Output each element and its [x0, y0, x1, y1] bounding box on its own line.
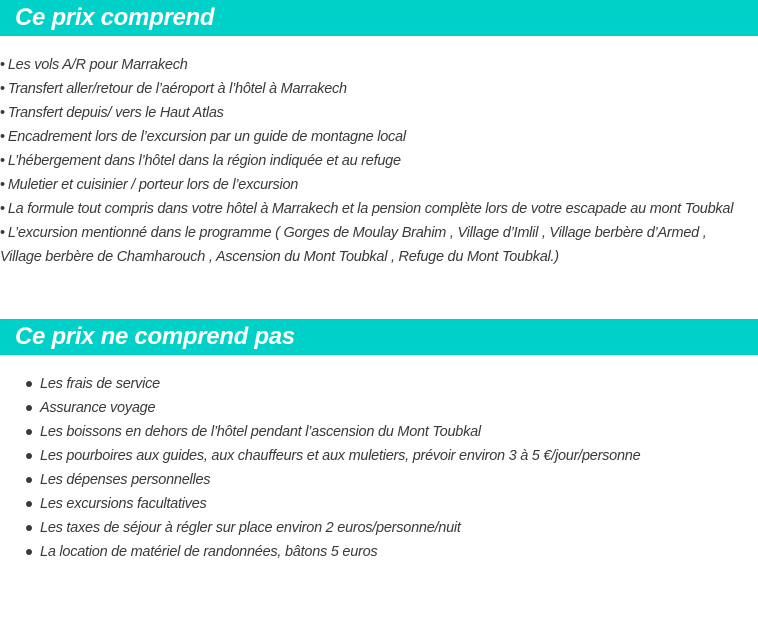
- bullet-icon: [26, 453, 32, 459]
- bullet-icon: •: [0, 129, 5, 145]
- bullet-icon: •: [0, 81, 5, 97]
- list-item-text: Les vols A/R pour Marrakech: [7, 57, 188, 73]
- bullet-icon: [26, 501, 32, 507]
- list-item: [0, 444, 758, 468]
- list-item: [0, 53, 758, 77]
- list-item-text: Assurance voyage: [40, 400, 156, 416]
- list-item-text: Encadrement lors de l’excursion par un guide de montagne local: [7, 129, 406, 145]
- bullet-icon: •: [0, 57, 5, 73]
- bullet-icon: •: [0, 153, 5, 169]
- bullet-icon: [26, 525, 32, 531]
- list-item: [0, 101, 758, 125]
- list-item-text: L’excursion mentionné dans le programme ( Gorges de Moulay Brahim , Village d’Imlil , Village berbère d’Armed , Village berbère de Chamharouch , Ascension du Mont Toubkal , Refuge du Mont Toubkal.): [0, 225, 707, 265]
- list-item-text: Les boissons en dehors de l’hôtel pendant l’ascension du Mont Toubkal: [40, 424, 481, 440]
- list-item-text: La location de matériel de randonnées, bâtons 5 euros: [40, 544, 378, 560]
- list-item: [0, 125, 758, 149]
- excluded-section-title: Ce prix ne comprend pas: [15, 323, 295, 350]
- list-item: [0, 149, 758, 173]
- included-section-header: [0, 0, 758, 36]
- list-item-text: Les pourboires aux guides, aux chauffeurs et aux muletiers, prévoir environ 3 à 5 €/jour/personne: [40, 448, 641, 464]
- list-item-text: Transfert depuis/ vers le Haut Atlas: [7, 105, 224, 121]
- included-section-title: Ce prix comprend: [15, 4, 215, 31]
- list-item: [0, 221, 740, 269]
- excluded-section-header: [0, 319, 758, 355]
- list-item-text: Les taxes de séjour à régler sur place environ 2 euros/personne/nuit: [40, 520, 461, 536]
- list-item-text: Transfert aller/retour de l’aéroport à l’hôtel à Marrakech: [7, 81, 347, 97]
- list-item: [0, 396, 758, 420]
- bullet-icon: •: [0, 201, 5, 217]
- bullet-icon: •: [0, 177, 5, 193]
- bullet-icon: [26, 477, 32, 483]
- bullet-icon: [26, 405, 32, 411]
- bullet-icon: [26, 549, 32, 555]
- list-item-text: La formule tout compris dans votre hôtel à Marrakech et la pension complète lors de votre escapade au mont Toubkal: [7, 201, 734, 217]
- list-item-text: Les frais de service: [40, 376, 160, 392]
- bullet-icon: [26, 381, 32, 387]
- list-item: [0, 372, 758, 396]
- list-item: [0, 516, 758, 540]
- list-item: [0, 492, 758, 516]
- list-item-text: Les dépenses personnelles: [40, 472, 211, 488]
- included-list: [0, 53, 758, 269]
- list-item-text: Muletier et cuisinier / porteur lors de l’excursion: [7, 177, 299, 193]
- list-item-text: L’hébergement dans l’hôtel dans la région indiquée et au refuge: [7, 153, 401, 169]
- excluded-list: [0, 372, 758, 564]
- list-item: [0, 197, 758, 221]
- list-item: [0, 173, 758, 197]
- bullet-icon: •: [0, 225, 5, 241]
- bullet-icon: •: [0, 105, 5, 121]
- list-item: [0, 540, 758, 564]
- list-item: [0, 420, 758, 444]
- list-item-text: Les excursions facultatives: [40, 496, 207, 512]
- list-item: [0, 468, 758, 492]
- bullet-icon: [26, 429, 32, 435]
- list-item: [0, 77, 758, 101]
